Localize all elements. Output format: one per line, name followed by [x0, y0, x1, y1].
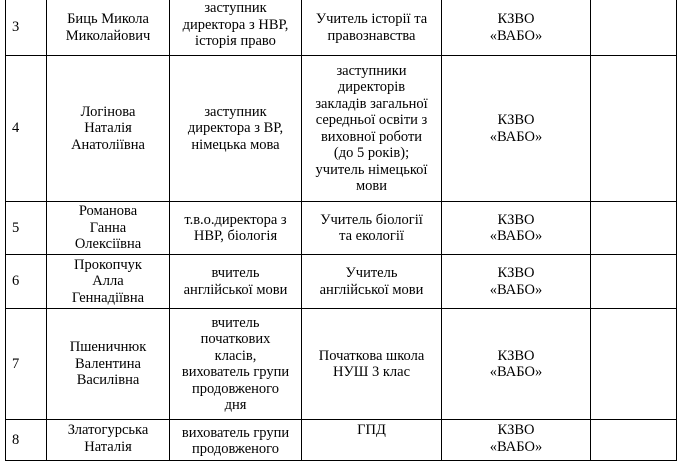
- course-name: ГПД: [302, 420, 442, 461]
- note-cell: [591, 0, 677, 56]
- note-cell: [591, 420, 677, 461]
- row-number: 7: [6, 309, 47, 420]
- note-cell: [591, 309, 677, 420]
- teacher-position: заступник директора з НВР, історія право: [170, 0, 302, 56]
- note-cell: [591, 202, 677, 255]
- teacher-position: вихователь групи продовженого: [170, 420, 302, 461]
- table-row: [6, 255, 677, 309]
- teacher-name: Романова Ганна Олексіївна: [47, 202, 170, 255]
- row-number: 8: [6, 420, 47, 461]
- row-number: 3: [6, 0, 47, 56]
- row-number: 6: [6, 255, 47, 309]
- teacher-position: заступник директора з ВР, німецька мова: [170, 56, 302, 202]
- institution: КЗВО «ВАБО»: [442, 202, 591, 255]
- course-name: Учитель англійської мови: [302, 255, 442, 309]
- teacher-name: Прокопчук Алла Геннадіївна: [47, 255, 170, 309]
- course-name: Учитель історії та правознавства: [302, 0, 442, 56]
- teachers-table: [5, 0, 677, 461]
- teacher-position: вчитель початкових класів, вихователь групи продовженого дня: [170, 309, 302, 420]
- teacher-name: Логінова Наталія Анатоліївна: [47, 56, 170, 202]
- row-number: 4: [6, 56, 47, 202]
- institution: КЗВО «ВАБО»: [442, 56, 591, 202]
- table-row: [6, 202, 677, 255]
- institution: КЗВО «ВАБО»: [442, 255, 591, 309]
- teacher-name: Пшеничнюк Валентина Василівна: [47, 309, 170, 420]
- row-number: 5: [6, 202, 47, 255]
- teacher-name: Биць Микола Миколайович: [47, 0, 170, 56]
- course-name: заступники директорів закладів загальної середньої освіти з виховної роботи (до 5 років); учитель німецької мови: [302, 56, 442, 202]
- table-row: [6, 56, 677, 202]
- table-row: [6, 420, 677, 461]
- note-cell: [591, 56, 677, 202]
- teacher-position: вчитель англійської мови: [170, 255, 302, 309]
- teacher-position: т.в.о.директора з НВР, біологія: [170, 202, 302, 255]
- course-name: Початкова школа НУШ 3 клас: [302, 309, 442, 420]
- institution: КЗВО «ВАБО»: [442, 420, 591, 461]
- course-name: Учитель біології та екології: [302, 202, 442, 255]
- institution: КЗВО «ВАБО»: [442, 0, 591, 56]
- table-row: [6, 309, 677, 420]
- teacher-name: Златогурська Наталія: [47, 420, 170, 461]
- table-row: [6, 0, 677, 56]
- institution: КЗВО «ВАБО»: [442, 309, 591, 420]
- note-cell: [591, 255, 677, 309]
